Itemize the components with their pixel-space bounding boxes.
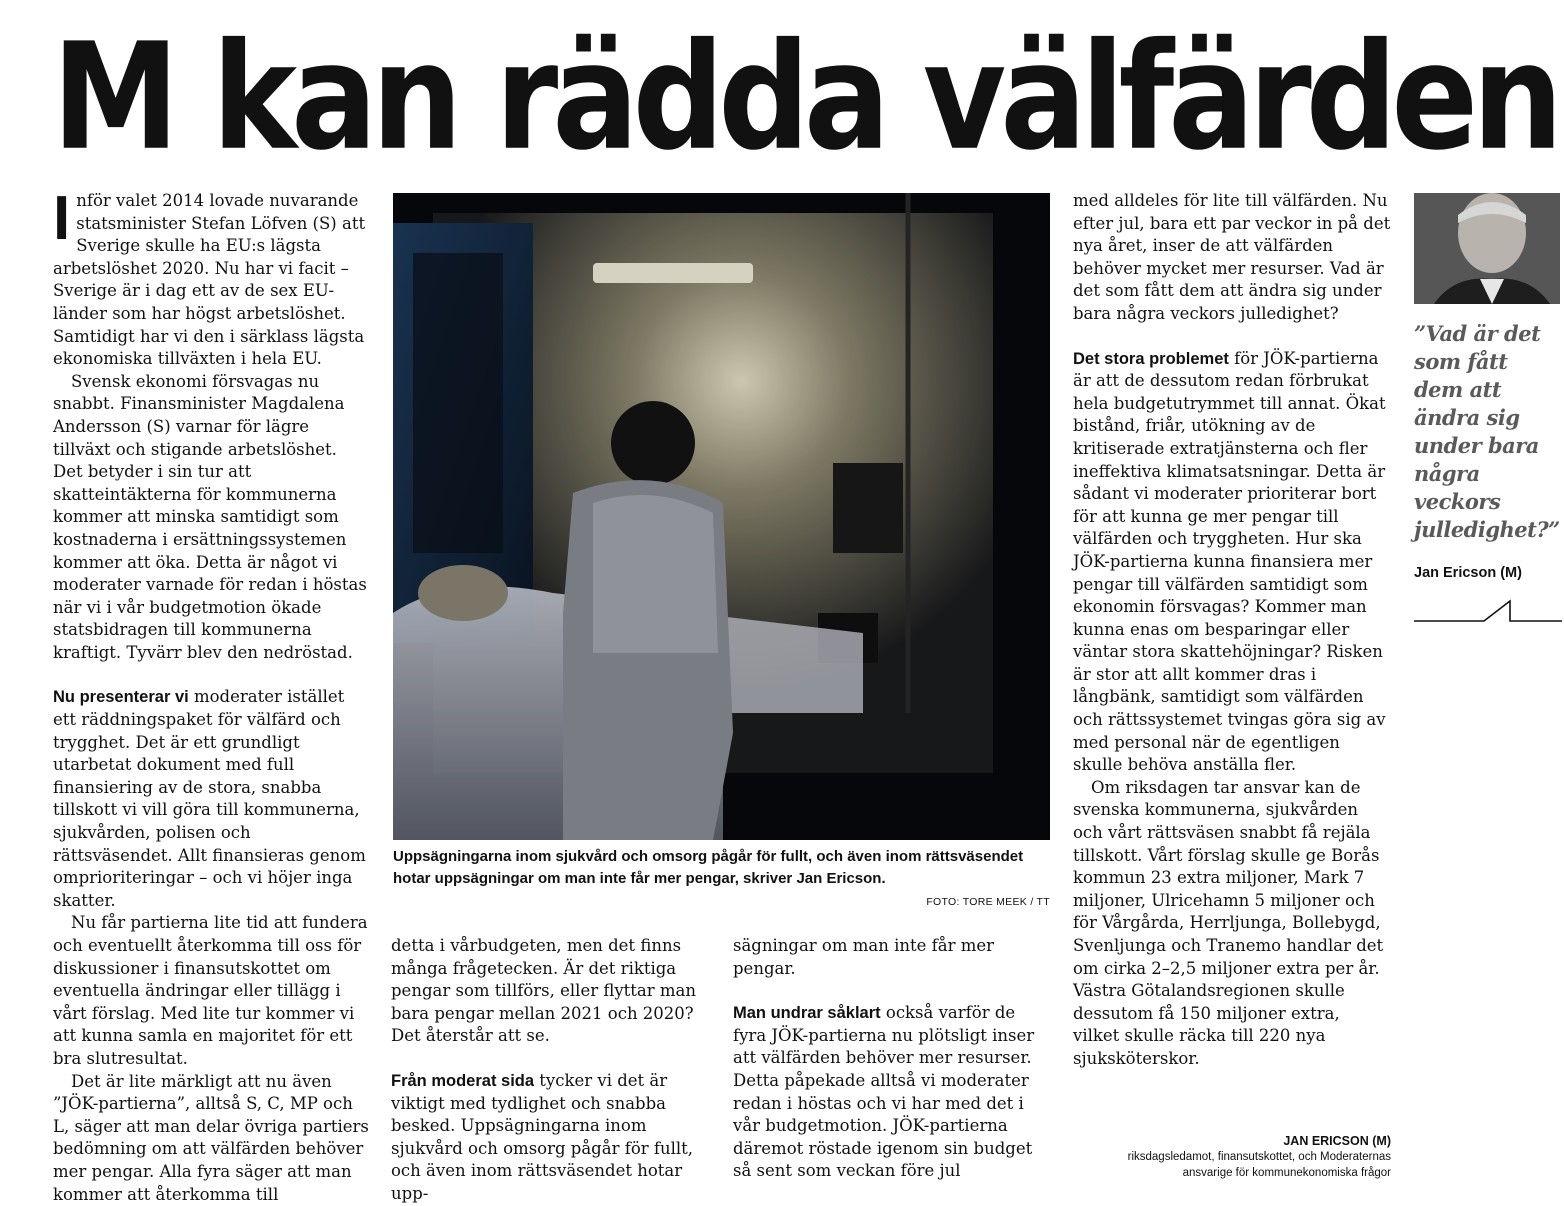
drop-cap: I <box>53 184 71 253</box>
article-photo <box>393 193 1050 840</box>
quote-divider-line <box>1414 597 1562 625</box>
photo-credit: FOTO: TORE MEEK / TT <box>926 896 1050 908</box>
paragraph: Nu får partierna lite tid att fundera och eventuellt återkomma till oss för diskussioner i finansutskottet om eventuella ändringar eller tillägg i vårt förslag. Med lite tur kommer vi att kunna samla en majoritet för ett bra slutresultat. <box>53 913 368 1068</box>
byline-role: ansvarige för kommunekonomiska frågor <box>1182 1167 1391 1179</box>
paragraph-text: tycker vi det är viktigt med tydlighet och snabba besked. Uppsägningarna inom sjukvård och omsorg pågår för fullt, och även inom rättsväsendet hotar upp- <box>391 1070 694 1203</box>
paragraph <box>733 1002 1051 1183</box>
paragraph: Om riksdagen tar ansvar kan de svenska kommunerna, sjukvården och vårt rättsväsen snabbt få rejäla tillskott. Vårt förslag skulle ge Borås kommun 23 extra miljoner, Mark 7 miljoner, Ulricehamn 5 miljoner och för Vårgårda, Herrljunga, Bollebygd, Svenljunga och Tranemo handlar det om cirka 2–2,5 miljoner extra per år. Västra Götalandsregionen skulle dessutom få 150 miljoner extra, vilket skulle räcka till 220 nya sjuksköterskor. <box>1073 777 1384 1068</box>
paragraph <box>1073 348 1391 777</box>
lead-in: Man undrar såklart <box>733 1004 881 1023</box>
byline <box>1073 1133 1391 1181</box>
pull-quote: ”Vad är det som fått dem att ändra sig under bara några veckors julledighet?” <box>1414 321 1560 542</box>
headline: M kan rädda välfärden <box>52 12 1558 184</box>
byline-name: JAN ERICSON (M) <box>1283 1134 1391 1148</box>
lead-in: Det stora problemet <box>1073 349 1229 368</box>
intro-text: nför valet 2014 lovade nuvarande statsminister Stefan Löfven (S) att Sverige skulle ha EU:s lägsta arbetslöshet 2020. Nu har vi facit – Sverige är i dag ett av de sex EU-länder som har högst arbetslöshet. Samtidigt har vi den i särklass lägsta ekonomiska tillväxten i hela EU. <box>53 191 366 369</box>
paragraph: med alldeles för lite till välfärden. Nu efter jul, bara ett par veckor in på det nya året, inser de att välfärden behöver mycket mer resurser. Vad är det som fått dem att ändra sig under bara några veckors julledighet? <box>1073 191 1391 323</box>
hospital-scene-image <box>393 193 1050 840</box>
paragraph <box>391 1070 709 1206</box>
author-photo-image <box>1414 193 1560 304</box>
article-column-2 <box>391 935 709 1206</box>
paragraph <box>53 686 369 912</box>
paragraph: detta i vårbudgeten, men det finns många frågetecken. Är det riktiga pengar som tillförs, eller flyttar man bara pengar mellan 2021 och 2020? Det återstår att se. <box>391 936 697 1046</box>
article-column-3 <box>733 935 1051 1183</box>
intro-paragraph <box>53 184 369 371</box>
byline-role: riksdagsledamot, finansutskottet, och Moderaternas <box>1127 1151 1391 1163</box>
paragraph: Det är lite märkligt att nu även ”JÖK-partierna”, alltså S, C, MP och L, säger att man delar övriga partiers bedömning om att välfärden behöver mer pengar. Alla fyra säger att man kommer att återkomma till <box>53 1071 369 1204</box>
article-column-4 <box>1073 190 1391 1071</box>
pull-quote-author: Jan Ericson (M) <box>1414 565 1522 581</box>
article-column-1 <box>53 184 369 1206</box>
paragraph-text: också varför de fyra JÖK-partierna nu plötsligt inser att välfärden behöver mer resurser. Detta påpekade alltså vi moderater redan i höstas och vi har med det i vår budgetmotion. JÖK-partierna däremot röstade igenom sin budget så sent som veckan före jul <box>733 1003 1035 1181</box>
paragraph: Svensk ekonomi försvagas nu snabbt. Finansminister Magdalena Andersson (S) varnar för lägre tillväxt och stigande arbetslöshet. Det betyder i sin tur att skatteintäkterna för kommunerna kommer att minska samtidigt som kostnaderna i ersättningssystemen kommer att öka. Detta är något vi moderater varnade för redan i höstas när vi i vår budgetmotion ökade statsbidragen till kommunerna kraftigt. Tyvärr blev den nedröstad. <box>53 371 367 662</box>
paragraph-text: för JÖK-partierna är att de dessutom redan förbrukat hela budgetutrymmet till annat. Ökat bistånd, friår, utökning av de kritiserade extratjänsterna och fler ineffektiva klimatsatsningar. Detta är sådant vi moderater prioriterar bort för att kunna ge mer pengar till välfärden och tryggheten. Hur ska JÖK-partierna kunna finansiera mer pengar till välfärden samtidigt som ekonomin försvagas? Kommer man kunna enas om besparingar eller väntar stora skattehöjningar? Risken är stor att allt kommer dras i långbänk, samtidigt som välfärden och rättssystemet tvingas göra sig av med personal när de egentligen skulle behöva anställa fler. <box>1073 348 1386 775</box>
paragraph: sägningar om man inte får mer pengar. <box>733 936 995 978</box>
lead-in: Nu presenterar vi <box>53 688 189 707</box>
author-portrait <box>1414 193 1560 304</box>
lead-in: Från moderat sida <box>391 1071 535 1090</box>
paragraph-text: moderater istället ett räddningspaket för välfärd och trygghet. Det är ett grundligt utarbetat dokument med full finansiering av de stora, snabba tillskott vi vill göra till kommunerna, sjukvården, polisen och rättsväsendet. Allt finansieras genom omprioriteringar – och vi höjer inga skatter. <box>53 687 366 910</box>
photo-caption: Uppsägningarna inom sjukvård och omsorg pågår för fullt, och även inom rättsväsendet hotar uppsägningar om man inte får mer pengar, skriver Jan Ericson. <box>393 848 1024 887</box>
